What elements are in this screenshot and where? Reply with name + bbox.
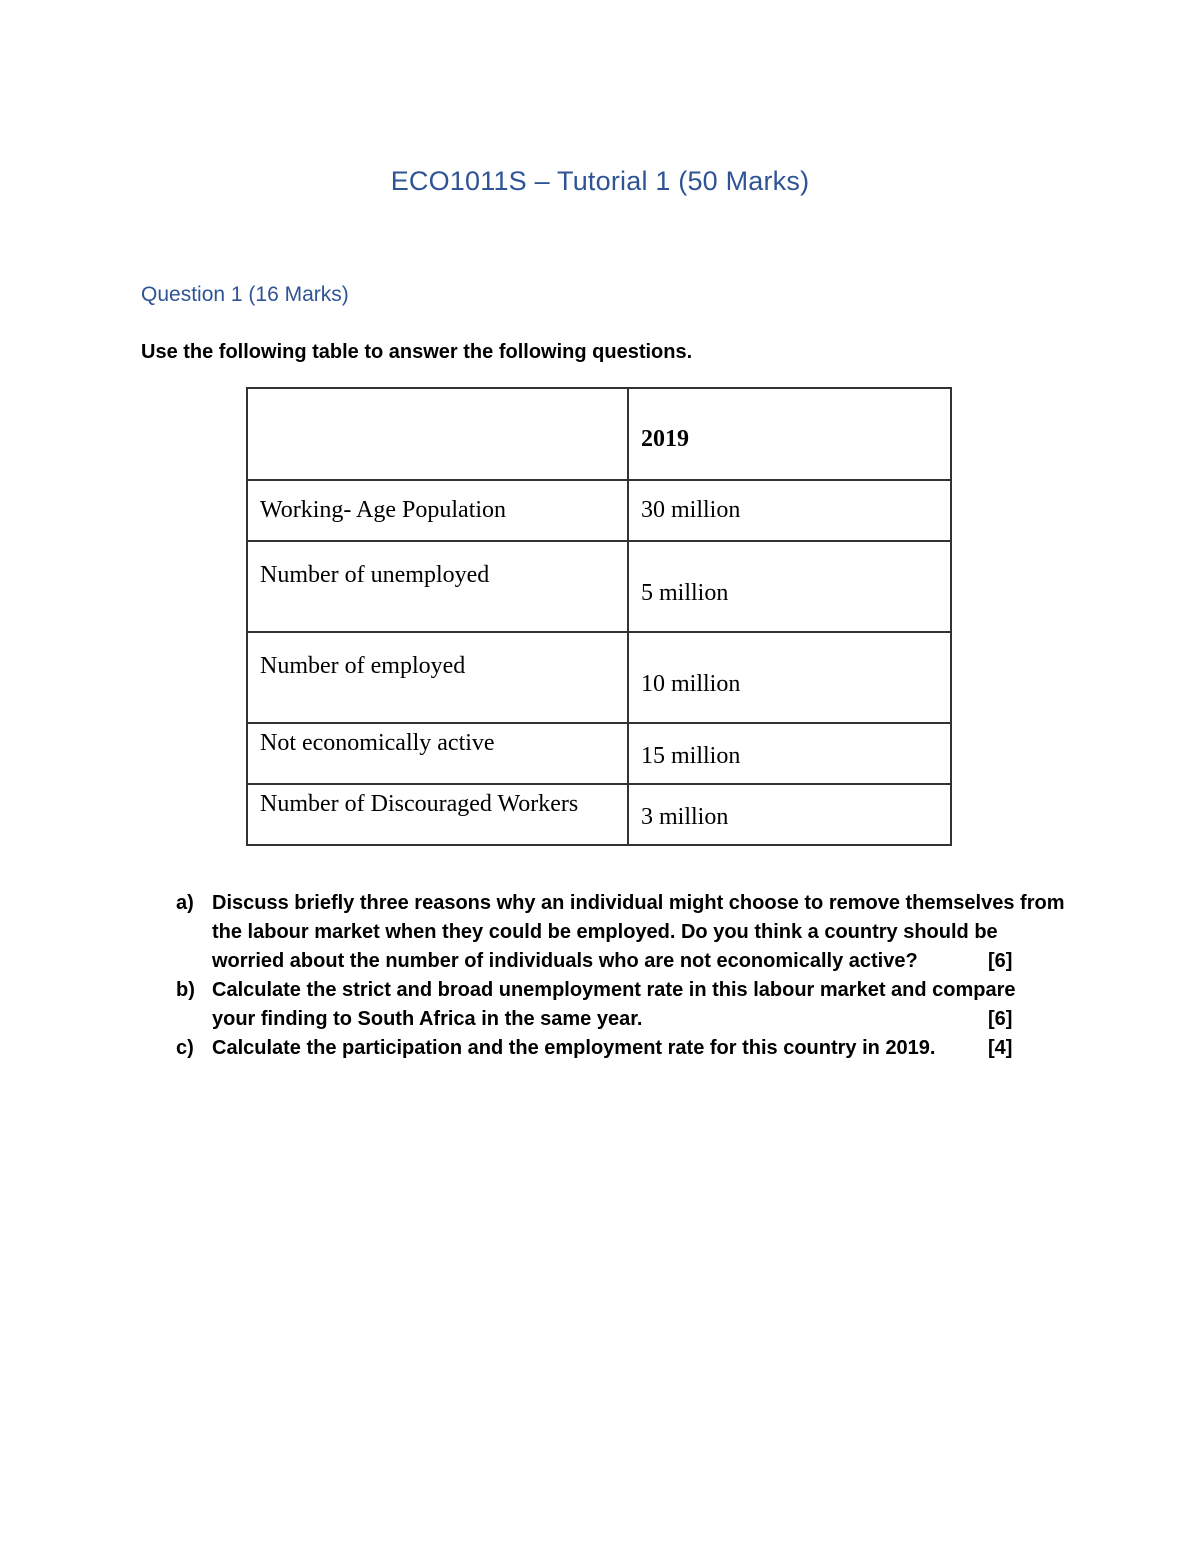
table-cell-value: 10 million bbox=[628, 632, 951, 723]
table-cell-value: 30 million bbox=[628, 480, 951, 541]
table-cell-label: Number of employed bbox=[247, 632, 628, 723]
question-letter: a) bbox=[176, 892, 194, 914]
table-cell-value: 15 million bbox=[628, 723, 951, 784]
question-marks: [6] bbox=[988, 950, 1013, 972]
table-row bbox=[247, 784, 951, 845]
table-cell-value: 3 million bbox=[628, 784, 951, 845]
question-line: the labour market when they could be employed. Do you think a country should be bbox=[212, 921, 998, 943]
question-marks: [6] bbox=[988, 1008, 1013, 1030]
labour-market-table bbox=[246, 387, 952, 846]
instruction-text: Use the following table to answer the following questions. bbox=[141, 341, 693, 363]
table-cell-label: Not economically active bbox=[247, 723, 628, 784]
question-line-with-marks bbox=[212, 1005, 1076, 1034]
question-line: Discuss briefly three reasons why an individual might choose to remove themselves from bbox=[212, 892, 1065, 914]
question-list bbox=[176, 889, 1076, 1063]
table-cell-label: Working- Age Population bbox=[247, 480, 628, 541]
question-marks: [4] bbox=[988, 1037, 1013, 1059]
question-letter: b) bbox=[176, 979, 195, 1001]
page-title: ECO1011S – Tutorial 1 (50 Marks) bbox=[390, 166, 810, 196]
question-item-a bbox=[176, 889, 1076, 976]
question-heading: Question 1 (16 Marks) bbox=[141, 283, 349, 306]
table-cell-value: 5 million bbox=[628, 541, 951, 632]
table-header-cell: 2019 bbox=[628, 388, 951, 480]
table-row bbox=[247, 480, 951, 541]
table-row bbox=[247, 541, 951, 632]
question-line-with-marks bbox=[212, 947, 1076, 976]
table-header-row bbox=[247, 388, 951, 480]
question-line: Calculate the strict and broad unemployment rate in this labour market and compare bbox=[212, 979, 1016, 1001]
question-item-b bbox=[176, 976, 1076, 1034]
question-letter: c) bbox=[176, 1037, 194, 1059]
question-item-c bbox=[176, 1034, 1076, 1063]
table-header-cell bbox=[247, 388, 628, 480]
table-cell-label: Number of Discouraged Workers bbox=[247, 784, 628, 845]
question-line: your finding to South Africa in the same year. bbox=[212, 1008, 643, 1030]
question-line: worried about the number of individuals who are not economically active? bbox=[212, 950, 918, 972]
question-line: Calculate the participation and the employment rate for this country in 2019. bbox=[212, 1037, 936, 1059]
question-line-with-marks bbox=[212, 1034, 1076, 1063]
table-cell-label: Number of unemployed bbox=[247, 541, 628, 632]
table-row bbox=[247, 632, 951, 723]
table-row bbox=[247, 723, 951, 784]
